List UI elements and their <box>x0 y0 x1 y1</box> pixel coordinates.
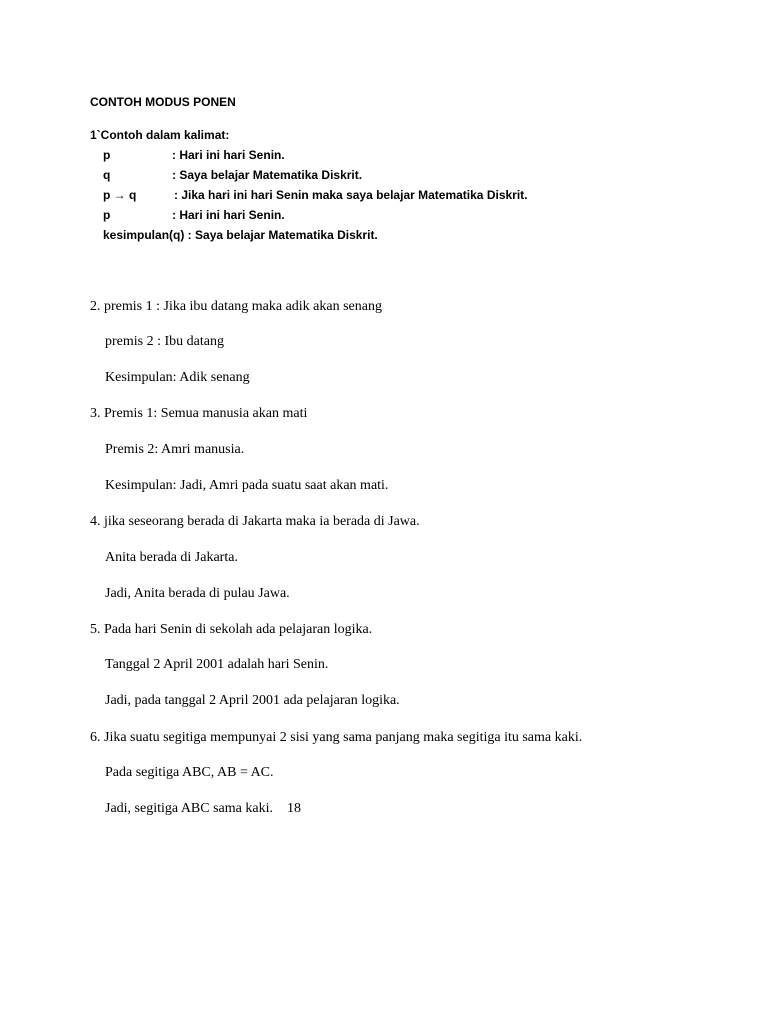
row-label: q <box>103 168 111 182</box>
row-label: p <box>103 208 111 222</box>
example-1-row <box>103 188 528 202</box>
example-3-line-1: 3. Premis 1: Semua manusia akan mati <box>90 406 308 421</box>
document-title: CONTOH MODUS PONEN <box>90 95 236 109</box>
row-label: p → q <box>103 188 137 202</box>
row-text: : Jika hari ini hari Senin maka saya belajar Matematika Diskrit. <box>174 188 528 202</box>
row-label: p <box>103 148 111 162</box>
example-1-heading: 1`Contoh dalam kalimat: <box>90 128 230 142</box>
example-6-line-3: Jadi, segitiga ABC sama kaki. 18 <box>105 801 301 816</box>
example-1-row <box>103 208 285 222</box>
example-5-line-1: 5. Pada hari Senin di sekolah ada pelajaran logika. <box>90 622 373 637</box>
example-2-line-3: Kesimpulan: Adik senang <box>105 370 250 385</box>
example-3-line-3: Kesimpulan: Jadi, Amri pada suatu saat akan mati. <box>105 478 389 493</box>
row-text: : Saya belajar Matematika Diskrit. <box>172 168 363 182</box>
example-1-row <box>103 168 363 182</box>
row-text: : Hari ini hari Senin. <box>172 148 285 162</box>
example-1-row <box>103 148 285 162</box>
row-text: : Hari ini hari Senin. <box>172 208 285 222</box>
example-6-line-1: 6. Jika suatu segitiga mempunyai 2 sisi yang sama panjang maka segitiga itu sama kaki. <box>90 730 583 745</box>
example-4-line-1: 4. jika seseorang berada di Jakarta maka ia berada di Jawa. <box>90 514 420 529</box>
example-2-line-2: premis 2 : Ibu datang <box>105 334 224 349</box>
example-4-line-2: Anita berada di Jakarta. <box>105 550 238 565</box>
example-5-line-2: Tanggal 2 April 2001 adalah hari Senin. <box>105 657 329 672</box>
example-5-line-3: Jadi, pada tanggal 2 April 2001 ada pelajaran logika. <box>105 693 400 708</box>
example-3-line-2: Premis 2: Amri manusia. <box>105 442 245 457</box>
example-2-line-1: 2. premis 1 : Jika ibu datang maka adik akan senang <box>90 299 382 314</box>
example-1-conclusion: kesimpulan(q) : Saya belajar Matematika Diskrit. <box>103 228 378 242</box>
example-6-line-2: Pada segitiga ABC, AB = AC. <box>105 765 274 780</box>
example-4-line-3: Jadi, Anita berada di pulau Jawa. <box>105 586 290 601</box>
